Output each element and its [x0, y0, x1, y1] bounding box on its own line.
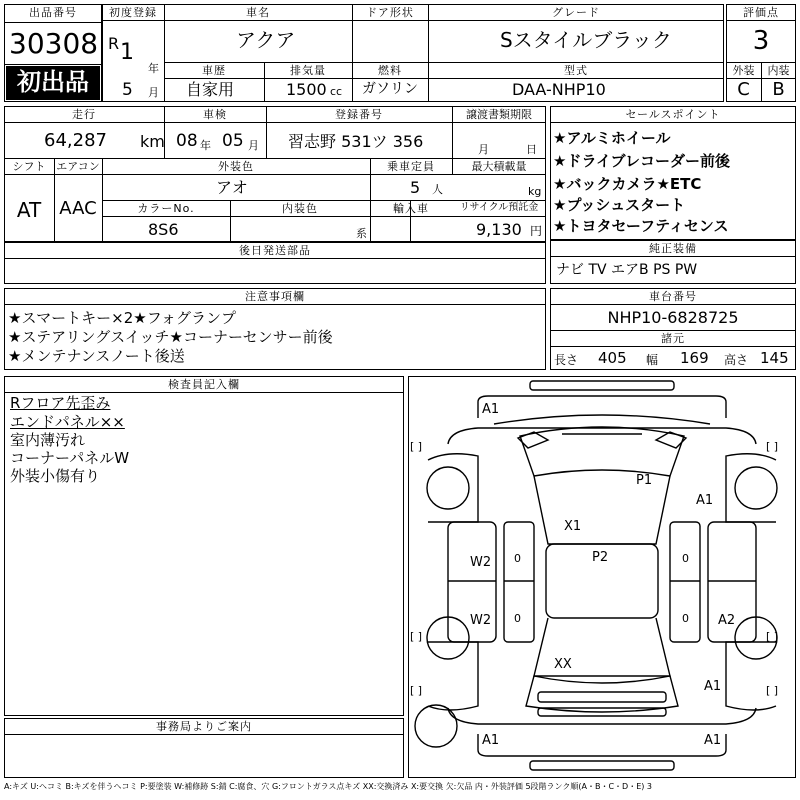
bracket-mark: [ ] [766, 440, 779, 453]
reg-year: 1 [120, 40, 134, 65]
inspection-label: 車検 [203, 108, 227, 121]
recycle-unit: 円 [530, 224, 543, 238]
name-label: 車名 [246, 6, 270, 19]
sales-point-item: ★トヨタセーフティセンス [553, 217, 729, 235]
insp-year: 08 [176, 131, 198, 151]
insp-month: 05 [222, 131, 244, 151]
grade: Sスタイルブラック [500, 28, 672, 52]
sales-point-item: ★バックカメラ★ETC [553, 175, 702, 193]
fuel-label: 燃料 [378, 64, 402, 77]
zero-mark: 0 [682, 552, 689, 565]
capacity-label: 乗車定員 [387, 160, 435, 173]
recycle: 9,130 [476, 220, 522, 239]
mileage-unit: km [140, 132, 165, 151]
capacity-unit: 人 [432, 183, 443, 196]
grade-label: グレード [552, 6, 600, 19]
displacement-unit: cc [330, 85, 343, 98]
bracket-mark: [ ] [410, 684, 423, 697]
damage-mark: W2 [470, 555, 492, 570]
color: アオ [216, 178, 248, 197]
year-suffix: 年 [148, 62, 159, 75]
first-listing-label: 初出品 [17, 68, 89, 96]
inspector-line: エンドパネル×× [10, 413, 125, 431]
zero-mark: 0 [682, 612, 689, 625]
inspector-line: コーナーパネルW [10, 449, 130, 467]
equipment-label: 純正装備 [649, 242, 697, 255]
damage-mark: A2 [718, 613, 736, 628]
chassis-number: NHP10-6828725 [607, 308, 739, 327]
maxload-label: 最大積載量 [471, 160, 527, 173]
history: 自家用 [186, 80, 235, 99]
exterior-grade: C [737, 79, 750, 100]
transfer-month: 月 [478, 143, 489, 156]
damage-mark: A1 [696, 493, 714, 508]
office-label: 事務局よりご案内 [156, 720, 252, 733]
damage-mark: XX [554, 657, 572, 672]
mileage-label: 走行 [72, 108, 96, 121]
inspector-line: Rフロア先歪み [10, 394, 111, 412]
inspector-line: 外装小傷有り [10, 467, 101, 485]
displacement: 1500 [286, 80, 327, 99]
recycle-label: リサイクル預託金 [459, 202, 539, 213]
lot-label: 出品番号 [29, 6, 77, 19]
model: DAA-NHP10 [512, 80, 606, 99]
ac-label: エアコン [56, 160, 100, 173]
damage-mark: P2 [592, 550, 609, 565]
transfer-label: 譲渡書類期限 [466, 108, 532, 121]
capacity: 5 [410, 178, 421, 197]
insp-year-suffix: 年 [200, 139, 211, 152]
import-label: 輸入車 [393, 202, 429, 215]
history-label: 車歴 [202, 64, 226, 77]
damage-mark: W2 [470, 613, 492, 628]
caution-label: 注意事項欄 [245, 290, 305, 303]
inspector-label: 検査員記入欄 [168, 378, 240, 391]
damage-mark: A1 [704, 679, 722, 694]
score-label: 評価点 [743, 6, 779, 19]
exterior-label: 外装 [732, 64, 755, 77]
month-suffix: 月 [148, 86, 159, 99]
insp-month-suffix: 月 [248, 139, 259, 152]
car-diagram [408, 376, 796, 778]
sales-point-item: ★ドライブレコーダー前後 [553, 152, 730, 170]
damage-mark: X1 [564, 519, 582, 534]
bracket-mark: [ ] [410, 440, 423, 453]
legend: A:キズ U:ヘコミ B:キズを伴うヘコミ P:要塗装 W:補修跡 S:錆 C:腐食、穴 G:フロントガラス点キズ XX:交換済み X:要交換 欠:欠品 内・外装評価 5段階ランク順(A・B・C・D・E) 3 [4, 782, 653, 791]
length-label: 長さ [554, 353, 579, 367]
colorno-label: カラーNo. [137, 202, 195, 215]
ac: AAC [59, 198, 97, 219]
fuel: ガソリン [362, 81, 418, 97]
equipment-value: ナビ TV エアB PS PW [556, 262, 698, 278]
model-label: 型式 [564, 64, 588, 77]
height-value: 145 [760, 349, 789, 367]
intcolor-label: 内装色 [282, 202, 318, 215]
damage-mark: A1 [704, 733, 722, 748]
bracket-mark: [ ] [766, 630, 779, 643]
chassis-label: 車台番号 [649, 290, 697, 303]
regno-label: 登録番号 [335, 108, 383, 121]
shift: AT [16, 198, 42, 222]
color-label: 外装色 [218, 160, 254, 173]
damage-mark: P1 [636, 473, 653, 488]
width-label: 幅 [646, 353, 659, 367]
bracket-mark: [ ] [410, 630, 423, 643]
era: R [108, 34, 120, 53]
sales-point-item: ★アルミホイール [553, 129, 671, 147]
width-value: 169 [680, 349, 709, 367]
car-name: アクア [236, 28, 296, 52]
bracket-mark: [ ] [766, 684, 779, 697]
displacement-label: 排気量 [290, 64, 326, 77]
colorno: 8S6 [148, 220, 179, 239]
regno: 習志野 531ツ 356 [288, 132, 424, 151]
zero-mark: 0 [514, 552, 521, 565]
later-parts-label: 後日発送部品 [239, 244, 311, 257]
interior-grade: B [772, 79, 785, 100]
intcolor-unit: 系 [356, 227, 367, 240]
caution-item: ★スマートキー×2★フォグランプ [8, 309, 236, 327]
interior-label: 内装 [767, 64, 790, 77]
door-label: ドア形状 [366, 6, 414, 19]
caution-item: ★メンテナンスノート後送 [8, 347, 185, 365]
sales-point-item: ★プッシュスタート [553, 196, 686, 214]
maxload-unit: kg [528, 185, 542, 198]
reg-label: 初度登録 [109, 6, 157, 19]
reg-month: 5 [122, 80, 133, 100]
zero-mark: 0 [514, 612, 521, 625]
sales-points-label: セールスポイント [625, 108, 721, 121]
length-value: 405 [598, 349, 627, 367]
lot-number: 30308 [9, 27, 99, 60]
damage-mark: A1 [482, 402, 500, 417]
mileage: 64,287 [44, 130, 107, 151]
score: 3 [752, 26, 770, 56]
dims-label: 諸元 [661, 332, 685, 345]
inspector-line: 室内薄汚れ [10, 431, 86, 449]
damage-mark: A1 [482, 733, 500, 748]
transfer-day: 日 [526, 143, 537, 156]
height-label: 高さ [724, 353, 749, 367]
caution-item: ★ステアリングスイッチ★コーナーセンサー前後 [8, 328, 333, 346]
shift-label: シフト [12, 160, 46, 173]
